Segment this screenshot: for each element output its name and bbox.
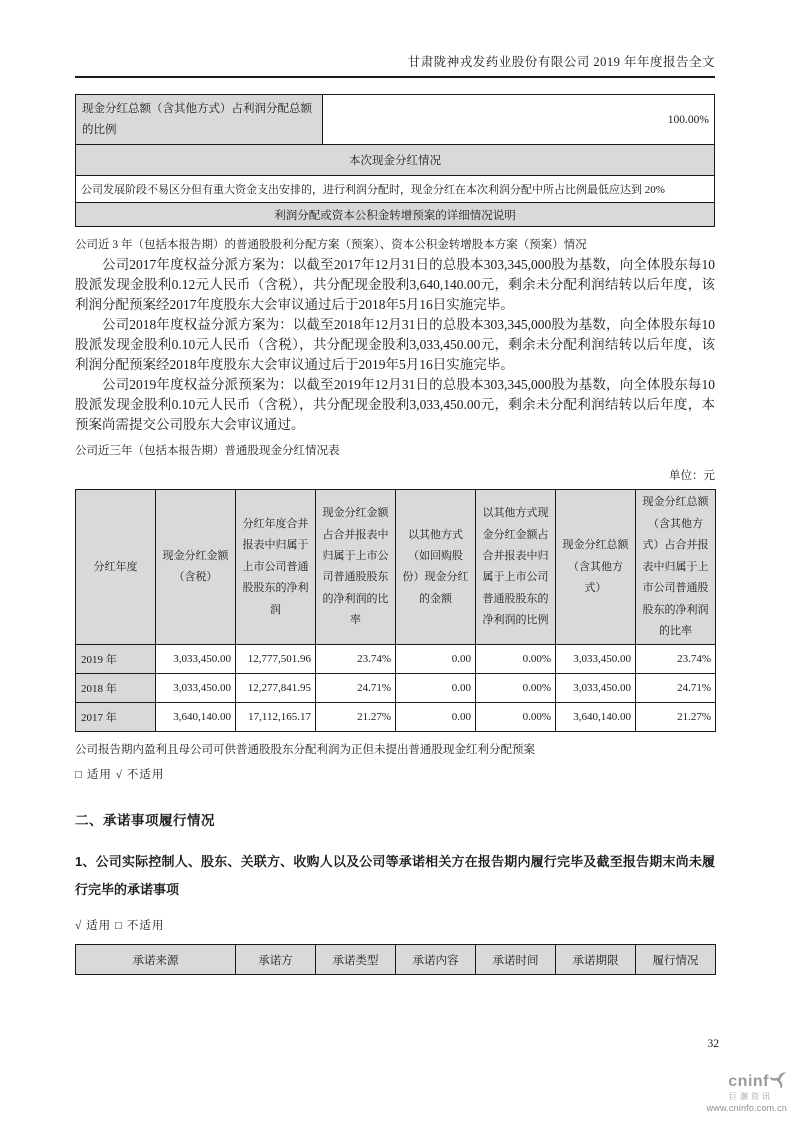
dividend-value-cell: 3,033,450.00 — [556, 674, 636, 703]
commitments-sub-heading: 1、公司实际控制人、股东、关联方、收购人以及公司等承诺相关方在报告期内履行完毕及截至报告期末尚未履行完毕的承诺事项 — [75, 854, 715, 898]
cninfo-logo-text: cninf — [728, 1072, 769, 1090]
dividend-value-cell: 0.00% — [476, 703, 556, 732]
dividend-table-col-header: 现金分红总额（含其他方式）占合并报表中归属于上市公司普通股股东的净利润的比率 — [636, 490, 716, 645]
dividend-table-col-header: 分红年度 — [76, 490, 156, 645]
dividend-value-cell: 0.00 — [396, 645, 476, 674]
cninfo-logo — [707, 1071, 787, 1114]
dividend-value-cell: 12,277,841.95 — [236, 674, 316, 703]
page-header — [75, 0, 715, 78]
ratio-label-cell: 现金分红总额（含其他方式）占利润分配总额的比例 — [76, 95, 323, 145]
detail-banner-cell: 利润分配或资本公积金转增预案的详细情况说明 — [76, 203, 715, 227]
dividend-value-cell: 17,112,165.17 — [236, 703, 316, 732]
table-row — [76, 145, 715, 176]
commitment-table-header-row — [76, 945, 716, 975]
dividend-value-cell: 0.00 — [396, 674, 476, 703]
commitment-table-col-header: 承诺类型 — [316, 945, 396, 975]
page-number: 32 — [707, 1038, 719, 1050]
commitment-table-col-header: 履行情况 — [636, 945, 716, 975]
dividend-year-cell: 2017 年 — [76, 703, 156, 732]
page-header-title: 甘肃陇神戎发药业股份有限公司 2019 年年度报告全文 — [407, 55, 715, 69]
commitment-table-col-header: 承诺来源 — [76, 945, 236, 975]
dividend-value-cell: 3,033,450.00 — [156, 674, 236, 703]
applicable-checkboxes: □ 适用 √ 不适用 — [75, 769, 165, 782]
commitment-table-col-header: 承诺期限 — [556, 945, 636, 975]
dividend-value-cell: 24.71% — [636, 674, 716, 703]
dividend-value-cell: 3,033,450.00 — [156, 645, 236, 674]
dividend-table-header-row — [76, 490, 716, 645]
dividend-table-col-header: 以其他方式现金分红金额占合并报表中归属于上市公司普通股股东的净利润的比例 — [476, 490, 556, 645]
paragraph-2017: 公司2017年度权益分派方案为：以截至2017年12月31日的总股本303,345,000股为基数，向全体股东每10股派发现金股利0.12元人民币（含税），共分配现金股利3,640,140.00元，剩余未分配利润结转以后年度，该利润分配预案经2017年度股东大会审议通过后于2018年5月16日实施完毕。 — [75, 257, 715, 313]
cninfo-swirl-icon — [770, 1071, 787, 1093]
dividend-value-cell: 23.74% — [636, 645, 716, 674]
cninfo-logo-url: www.cninfo.com.cn — [706, 1103, 787, 1114]
dividend-value-cell: 3,640,140.00 — [556, 703, 636, 732]
dividend-value-cell: 3,640,140.00 — [156, 703, 236, 732]
commitment-table — [75, 944, 716, 975]
dividend-table-body — [76, 645, 716, 732]
section-heading-commitments: 二、承诺事项履行情况 — [75, 813, 215, 829]
profit-note-text: 公司报告期内盈利且母公司可供普通股股东分配利润为正但未提出普通股现金红利分配预案 — [75, 744, 535, 757]
dividend-year-cell: 2018 年 — [76, 674, 156, 703]
summary-table — [75, 94, 715, 227]
dividend-value-cell: 23.74% — [316, 645, 396, 674]
unit-label: 单位：元 — [669, 470, 715, 483]
paragraph-2019: 公司2019年度权益分派预案为：以截至2019年12月31日的总股本303,345,000股为基数，向全体股东每10股派发现金股利0.10元人民币（含税），共分配现金股利3,033,450.00元，剩余未分配利润结转以后年度，本预案尚需提交公司股东大会审议通过。 — [75, 377, 715, 433]
table-row — [76, 674, 716, 703]
condition-text-cell: 公司发展阶段不易区分但有重大资金支出安排的，进行利润分配时，现金分红在本次利润分配中所占比例最低应达到 20% — [76, 176, 715, 203]
cash-dividend-banner-cell: 本次现金分红情况 — [76, 145, 715, 176]
commitment-table-col-header: 承诺方 — [236, 945, 316, 975]
dividend-value-cell: 0.00 — [396, 703, 476, 732]
dividend-table-col-header: 现金分红金额（含税） — [156, 490, 236, 645]
paragraph-2018: 公司2018年度权益分派方案为：以截至2018年12月31日的总股本303,345,000股为基数，向全体股东每10股派发现金股利0.10元人民币（含税），共分配现金股利3,033,450.00元，剩余未分配利润结转以后年度，该利润分配预案经2018年度股东大会审议通过后于2019年5月16日实施完毕。 — [75, 317, 715, 373]
commitment-table-col-header: 承诺时间 — [476, 945, 556, 975]
dividend-table-col-header: 现金分红金额占合并报表中归属于上市公司普通股股东的净利润的比率 — [316, 490, 396, 645]
dividend-table-col-header: 分红年度合并报表中归属于上市公司普通股股东的净利润 — [236, 490, 316, 645]
dividend-year-cell: 2019 年 — [76, 645, 156, 674]
dividend-value-cell: 0.00% — [476, 674, 556, 703]
applicable-checkboxes-2: √ 适用 □ 不适用 — [75, 920, 165, 933]
dividend-value-cell: 0.00% — [476, 645, 556, 674]
dividend-table — [75, 489, 716, 732]
ratio-value-cell: 100.00% — [323, 95, 715, 145]
dividend-table-col-header: 现金分红总额（含其他方式） — [556, 490, 636, 645]
plan-intro-text: 公司近 3 年（包括本报告期）的普通股股利分配方案（预案）、资本公积金转增股本方案（预案）情况 — [75, 239, 587, 252]
plan-paragraphs — [75, 255, 715, 435]
table-row — [76, 176, 715, 203]
table-row — [76, 703, 716, 732]
table-row — [76, 645, 716, 674]
commitment-table-col-header: 承诺内容 — [396, 945, 476, 975]
cninfo-logo-cn-text: 巨潮资讯 — [729, 1092, 773, 1102]
dividend-table-col-header: 以其他方式（如回购股份）现金分红的金额 — [396, 490, 476, 645]
table-row — [76, 95, 715, 145]
dividend-value-cell: 21.27% — [316, 703, 396, 732]
dividend-value-cell: 21.27% — [636, 703, 716, 732]
dividend-value-cell: 3,033,450.00 — [556, 645, 636, 674]
table-row — [76, 203, 715, 227]
dividend-value-cell: 24.71% — [316, 674, 396, 703]
dividend-value-cell: 12,777,501.96 — [236, 645, 316, 674]
dividend-table-caption: 公司近三年（包括本报告期）普通股现金分红情况表 — [75, 445, 340, 458]
